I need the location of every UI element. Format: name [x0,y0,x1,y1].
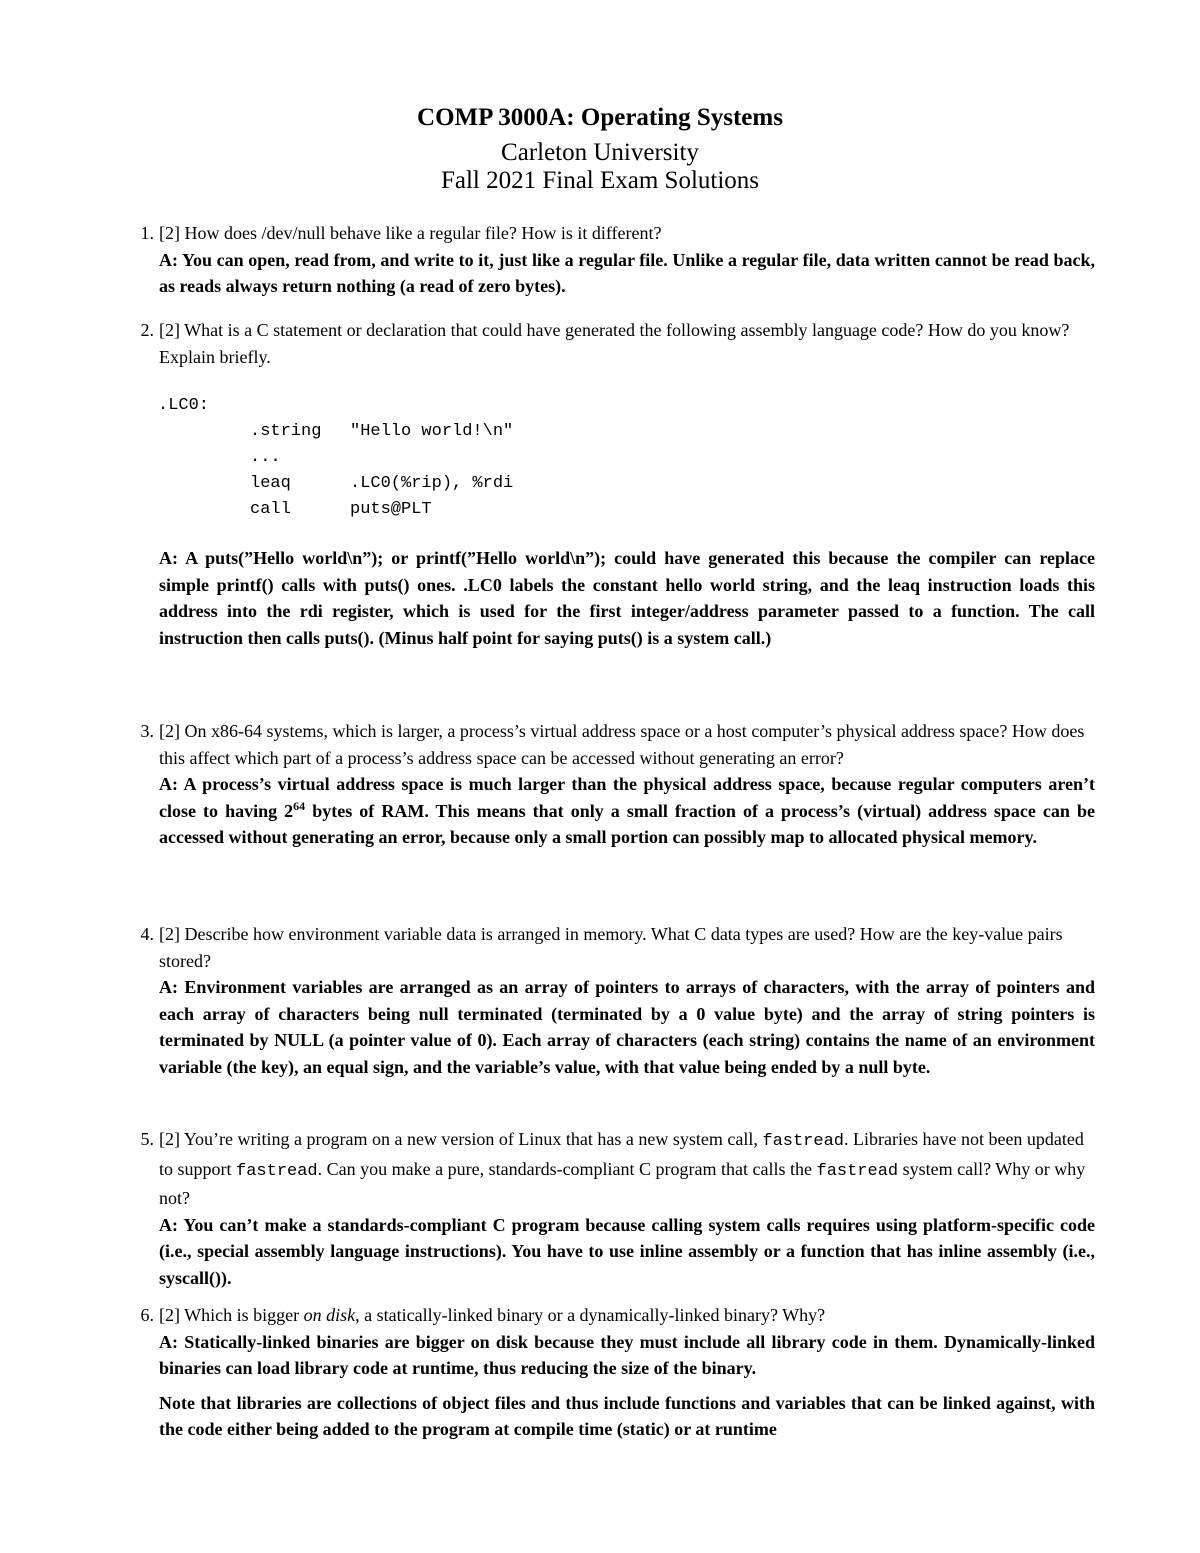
code-arg: puts@PLT [350,500,432,519]
question-number: 3. [140,721,154,741]
answer-text: A: You can’t make a standards-compliant C program because calling system calls requires using platform-specific code (i.e., special assembly language instructions). You have to use inline assembly or a function that has inline assembly (i.e., syscall()). [159,1214,1095,1288]
question-number: 2. [140,320,154,340]
code-line [158,497,1095,523]
code-line [158,445,1095,471]
answer-text: A: A process’s virtual address space is much larger than the physical address space, because regular computers aren’t close to having $2^{64}$ bytes of RAM. This means that only a small fraction of a process’s (virtual) address space can be accessed without generating an error, because only a small portion can possibly map to allocated physical memory. [159,774,1095,847]
university-name: Carleton University [501,139,699,166]
answer-text: A: You can open, read from, and write to it, just like a regular file. Unlike a regular file, data written cannot be read back, as reads always return nothing (a read of zero bytes). [159,249,1095,296]
page-title: COMP 3000A: Operating Systems [417,104,783,131]
question-2 [140,317,1095,651]
code-arg: .LC0(%rip), %rdi [350,474,514,493]
question-text: [2] Describe how environment variable data is arranged in memory. What C data types are used? How are the key-value pairs stored? [159,924,1063,971]
question-number: 1. [140,223,154,243]
answer-note: Note that libraries are collections of object files and thus include functions and variables that can be linked against, with the code either being added to the program at compile time (static) or at runtime [159,1392,1095,1439]
exam-term: Fall 2021 Final Exam Solutions [440,167,760,194]
answer-text: A: Environment variables are arranged as an array of pointers to arrays of characters, with the array of pointers and each array of characters being null terminated (terminated by a 0 value byte) and the array of string pointers is terminated by NULL (a pointer value of 0). Each array of characters (each string) contains the name of an environment variable (the key), an equal sign, and the variable’s value, with that value being ended by a null byte. [159,977,1095,1077]
emphasis: on disk [303,1305,356,1325]
code-word: fastread [236,1161,318,1181]
question-number: 6. [140,1305,154,1325]
answer-text: A: Statically-linked binaries are bigger on disk because they must include all library code in them. Dynamically-linked binaries can load library code at runtime, thus reducing the size of the binary. [159,1331,1095,1378]
question-number: 5. [140,1129,154,1149]
question-text: [2] Which is bigger on disk, a statically-linked binary or a dynamically-linked binary? Why? [159,1305,826,1325]
question-text: [2] You’re writing a program on a new version of Linux that has a new system call, fastread. Libraries have not been updated to support fastread. Can you make a pure, standards-compliant C program that calls the fastread system call? Why or why not? [159,1129,1086,1208]
question-5 [140,1126,1095,1291]
page-subtitle [0,139,1200,195]
question-text: [2] On x86-64 systems, which is larger, a process’s virtual address space or a host computer’s physical address space? How does this affect which part of a process’s address space can be accessed without generating an error? [159,721,1085,768]
code-op: leaq [250,474,291,493]
question-number: 4. [140,924,154,944]
code-label: .LC0: [158,396,210,415]
assembly-code-block [158,393,1095,523]
question-text: [2] How does /dev/null behave like a regular file? How is it different? [159,223,662,243]
code-line [158,419,1095,445]
answer-text: A: A puts(”Hello world\n”); or printf(”Hello world\n”); could have generated this because the compiler can replace simple printf() calls with puts() ones. .LC0 labels the constant hello world string, and the leaq instruction loads this address into the rdi register, which is used for the first integer/address parameter passed to a function. The call instruction then calls puts(). (Minus half point for saying puts() is a system call.) [159,548,1095,648]
code-op: call [250,500,291,519]
code-line [158,471,1095,497]
question-1 [140,220,1095,300]
code-arg: "Hello world!\n" [350,422,514,441]
question-4 [140,921,1095,1080]
code-op: .string [250,422,322,441]
code-word: fastread [762,1132,844,1151]
question-text: [2] What is a C statement or declaration that could have generated the following assembly language code? How do you know? Explain briefly. [159,320,1070,367]
code-ellipsis: ... [250,448,281,467]
exponent: 64 [293,798,306,813]
question-6 [140,1302,1095,1443]
code-word: fastread [816,1161,899,1181]
question-3 [140,718,1095,851]
